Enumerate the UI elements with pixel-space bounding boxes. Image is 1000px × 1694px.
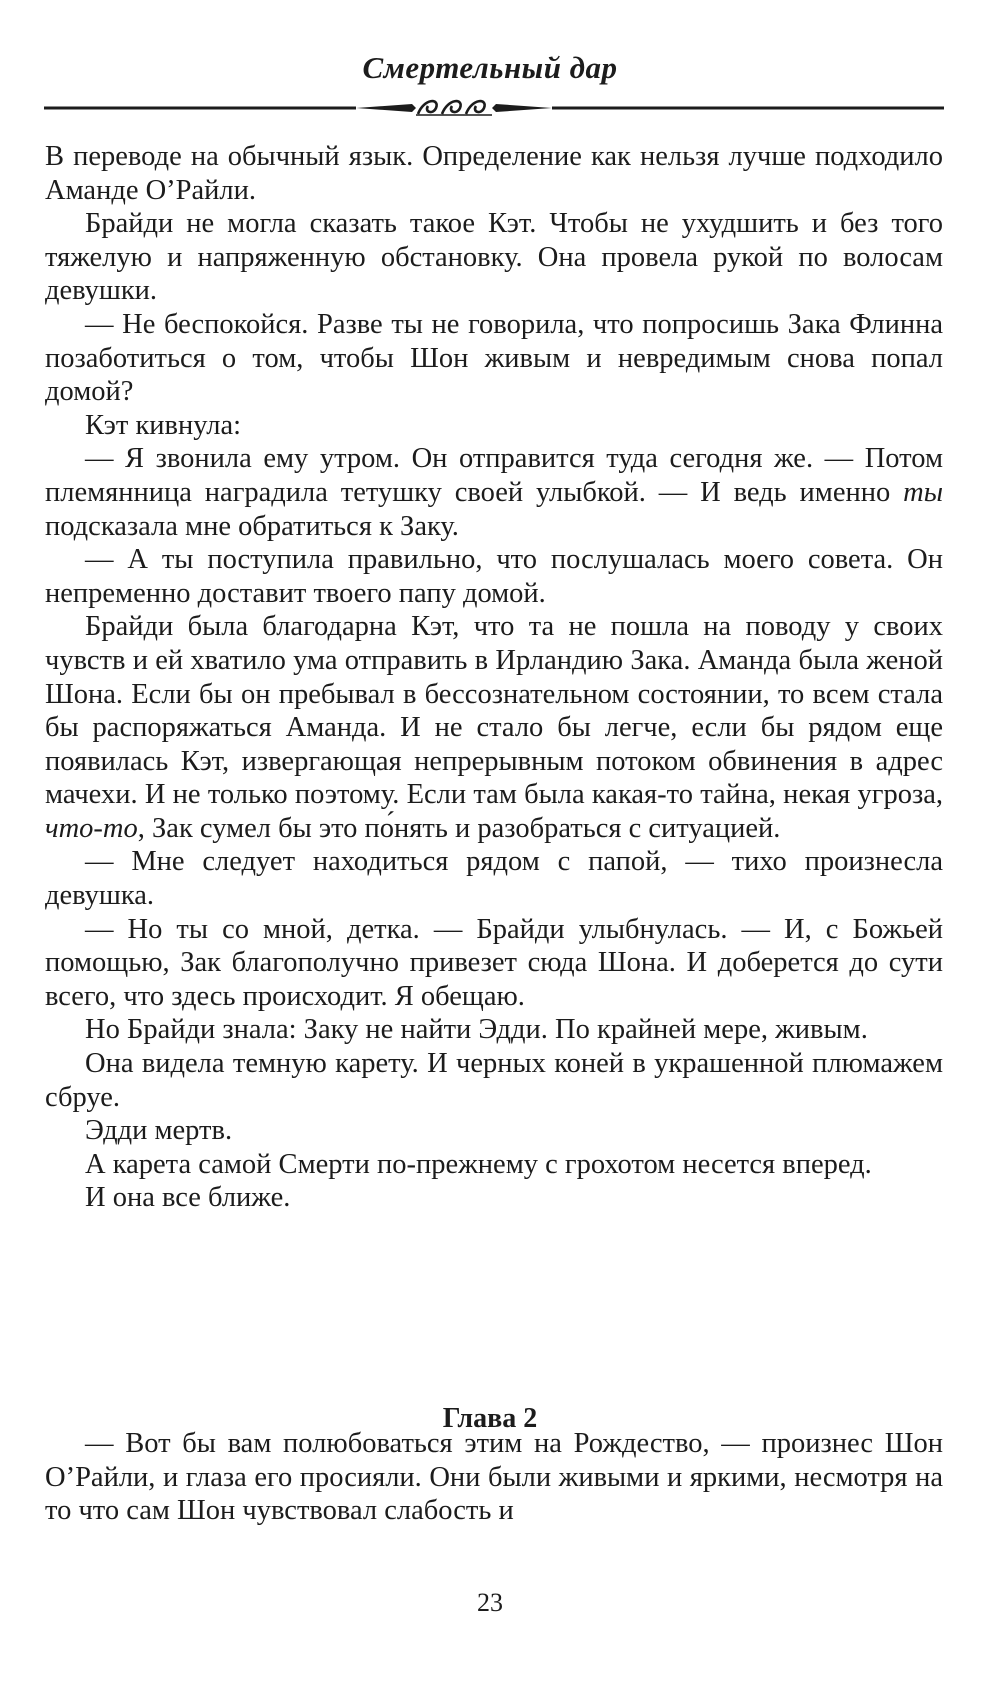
paragraph: Брайди не могла сказать такое Кэт. Чтобы не ухудшить и без того тяжелую и напряженную обстановку. Она провела рукой по волосам девушки. bbox=[45, 208, 943, 307]
paragraph: Кэт кивнула: bbox=[85, 409, 242, 441]
paragraph: В переводе на обычный язык. Определение как нельзя лучше подходило Аманде О’Райли. bbox=[45, 141, 943, 206]
emphasis: что-то bbox=[45, 812, 138, 844]
emphasis: ты bbox=[903, 476, 943, 508]
chapter-opening bbox=[45, 1427, 943, 1528]
paragraph: Но Брайди знала: Заку не найти Эдди. По крайней мере, живым. bbox=[85, 1014, 868, 1046]
page-number: 23 bbox=[477, 1588, 503, 1617]
paragraph-segment: подсказала мне обратиться к Заку. bbox=[45, 510, 459, 542]
ornament-flourish-icon bbox=[44, 101, 944, 115]
paragraph: А карета самой Смерти по-прежнему с грохотом несется вперед. bbox=[85, 1148, 872, 1180]
paragraph-segment: , Зак сумел бы это по́нять и разобраться с ситуацией. bbox=[137, 812, 781, 844]
ornamental-rule bbox=[44, 96, 944, 120]
paragraph: Она видела темную карету. И черных коней в украшенной плюмажем сбруе. bbox=[45, 1048, 943, 1113]
chapter-title: Глава 2 bbox=[442, 1403, 538, 1434]
paragraph: И она все ближе. bbox=[85, 1182, 291, 1214]
paragraph: — Не беспокойся. Разве ты не говорила, что попросишь Зака Флинна позаботиться о том, чтобы Шон живым и невредимым снова попал домой? bbox=[45, 308, 943, 408]
running-title: Смертельный дар bbox=[362, 50, 618, 85]
paragraph bbox=[45, 610, 943, 845]
main-text bbox=[45, 140, 943, 1215]
paragraph: Эдди мертв. bbox=[85, 1115, 233, 1147]
paragraph: — Но ты со мной, детка. — Брайди улыбнулась. — И, с Божьей помощью, Зак благополучно привезет сюда Шона. И доберется до сути всего, что здесь происходит. Я обещаю. bbox=[45, 913, 943, 1012]
paragraph: — Вот бы вам полюбоваться этим на Рождество, — произнес Шон О’Райли, и глаза его просияли. Они были живыми и яркими, несмотря на то что сам Шон чувствовал слабость и bbox=[45, 1428, 943, 1527]
paragraph-segment: — Я звонила ему утром. Он отправится туда сегодня же. — Потом племянница наградила тетушку своей улыбкой. — И ведь именно bbox=[45, 443, 943, 508]
paragraph: — А ты поступила правильно, что послушалась моего совета. Он непременно доставит твоего папу домой. bbox=[45, 544, 943, 609]
paragraph bbox=[45, 442, 943, 543]
paragraph: — Мне следует находиться рядом с папой, — тихо произнесла девушка. bbox=[45, 846, 943, 912]
paragraph-segment: Брайди была благодарна Кэт, что та не пошла на поводу у своих чувств и ей хватило ума отправить в Ирландию Зака. Аманда была женой Шона. Если бы он пребывал в бессознательном состоянии, то всем стала бы распоряжаться Аманда. И не стало бы легче, если бы рядом еще появилась Кэт, извергающая непрерывным потоком обвинения в адрес мачехи. И не только поэтому. Если там была какая-то тайна, некая угроза, bbox=[45, 611, 943, 811]
